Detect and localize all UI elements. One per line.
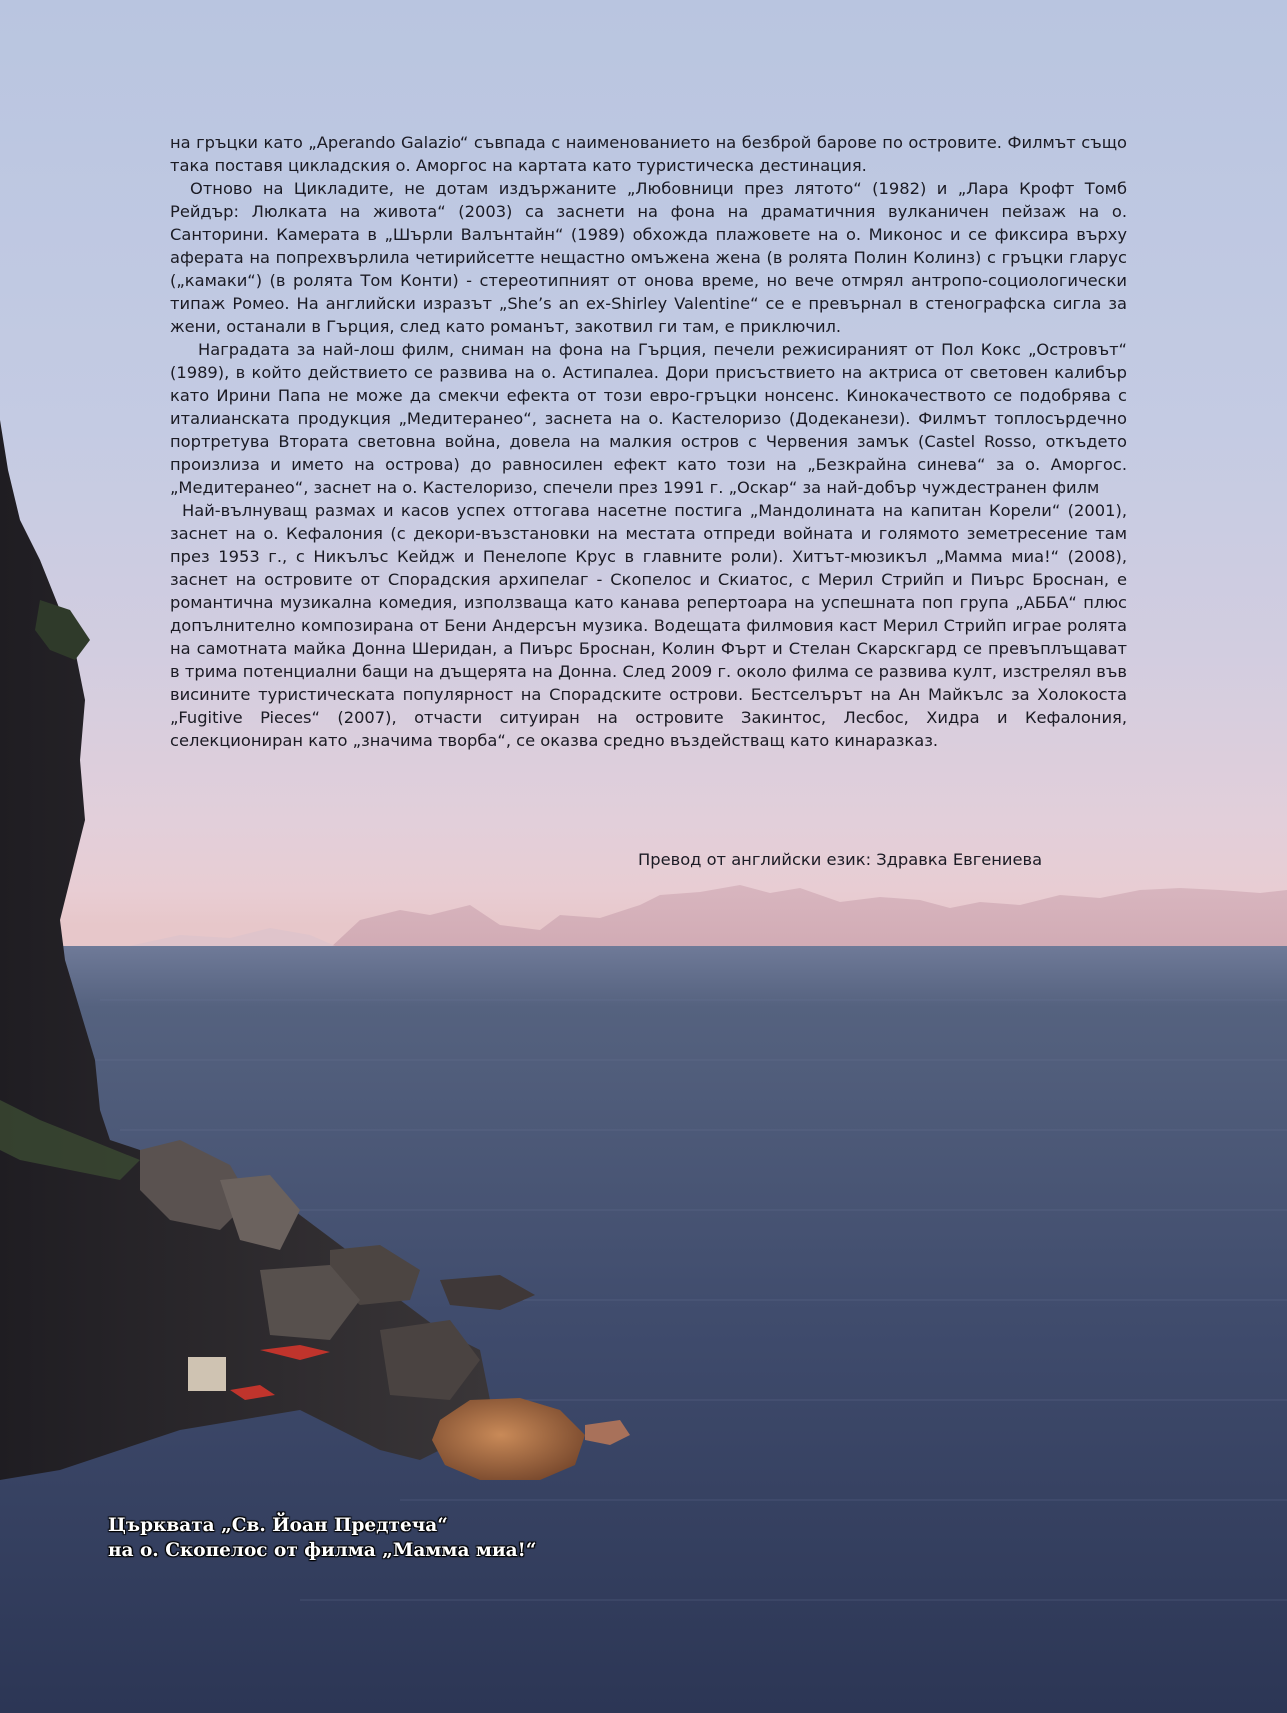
- article-paragraph: Отново на Цикладите, не дотам издържаните „Любовници през лятото“ (1982) и „Лара Крофт Томб Рейдър: Люлката на живота“ (2003) са заснети на фона на драматичния вулканичен пейзаж на о. Санторини. Камерата в „Шърли Валънтайн“ (1989) обхожда плажовете на о. Миконос и се фиксира върху аферата на попрехвърлила четирийсетте нещастно омъжена жена (в ролята Полин Колинз) с гръцки гларус („камаки“) (в ролята Том Конти) - стереотипният от онова време, но вече отмрял антропо-социологически типаж Ромео. На английски изразът „She’s an ex-Shirley Valentine“ се е превърнал в стенографска сигла за жени, останали в Гърция, след като романът, закотвил ги там, е приключил.: [170, 179, 1127, 336]
- article-paragraph: Наградата за най-лош филм, сниман на фона на Гърция, печели режисираният от Пол Кокс „Островът“ (1989), в който действието се развива на о. Астипалеа. Дори присъствието на актриса от световен калибър като Ирини Папа не може да смекчи ефекта от този евро-гръцки нонсенс. Кинокачеството се подобрява с италианската продукция „Медитеранео“, заснета на о. Кастелоризо (Додеканези). Филмът топлосърдечно портретува Втората световна война, довела на малкия остров с Червения замък (Castel Rosso, откъдето произлиза и името на острова) до равносилен ефект като този на „Безкрайна синева“ за о. Аморгос. „Медитеранео“, заснет на о. Кастелоризо, спечели през 1991 г. „Оскар“ за най-добър чуждестранен филм: [170, 340, 1127, 497]
- caption-line: на о. Скопелос от филма „Мамма миа!“: [108, 1540, 537, 1561]
- article-paragraph: на гръцки като „Aperando Galazio“ съвпада с наименованието на безброй барове по островите. Филмът също така поставя цикладския о. Аморгос на картата като туристическа дестинация.: [170, 133, 1127, 175]
- photo-caption: [108, 1513, 628, 1563]
- caption-line: Църквата „Св. Йоан Предтеча“: [108, 1515, 448, 1536]
- article-paragraph: Най-вълнуващ размах и касов успех оттогава насетне постига „Мандолината на капитан Корели“ (2001), заснет на о. Кефалония (с декори-възстановки на местата отпреди войната и голямото земетресение там през 1953 г., с Никълъс Кейдж и Пенелопе Крус в главните роли). Хитът-мюзикъл „Мамма миа!“ (2008), заснет на островите от Спорадския архипелаг - Скопелос и Скиатос, с Мерил Стрийп и Пиърс Броснан, е романтична музикална комедия, използваща като канава репертоара на успешната поп група „АББА“ плюс допълнително композирана от Бени Андерсън музика. Водещата филмовия каст Мерил Стрийп играе ролята на самотната майка Донна Шеридан, а Пиърс Броснан, Колин Фърт и Стелан Скарскгард се превъплъщават в трима потенциални бащи на дъщерята на Донна. След 2009 г. около филма се развива култ, изстрелял във висините туристическата популярност на Спорадските острови. Бестселърът на Ан Майкълс за Холокоста „Fugitive Pieces“ (2007), отчасти ситуиран на островите Закинтос, Лесбос, Хидра и Кефалония, селекциониран като „значима творба“, се оказва средно въздействащ като кинаразказ.: [170, 501, 1127, 750]
- distant-mountains: [330, 885, 1287, 948]
- article-body: [170, 131, 1127, 752]
- translator-credit: Превод от английски език: Здравка Евгениева: [638, 850, 1043, 869]
- chapel-structure: [188, 1357, 226, 1391]
- distant-mountains-far: [120, 928, 340, 948]
